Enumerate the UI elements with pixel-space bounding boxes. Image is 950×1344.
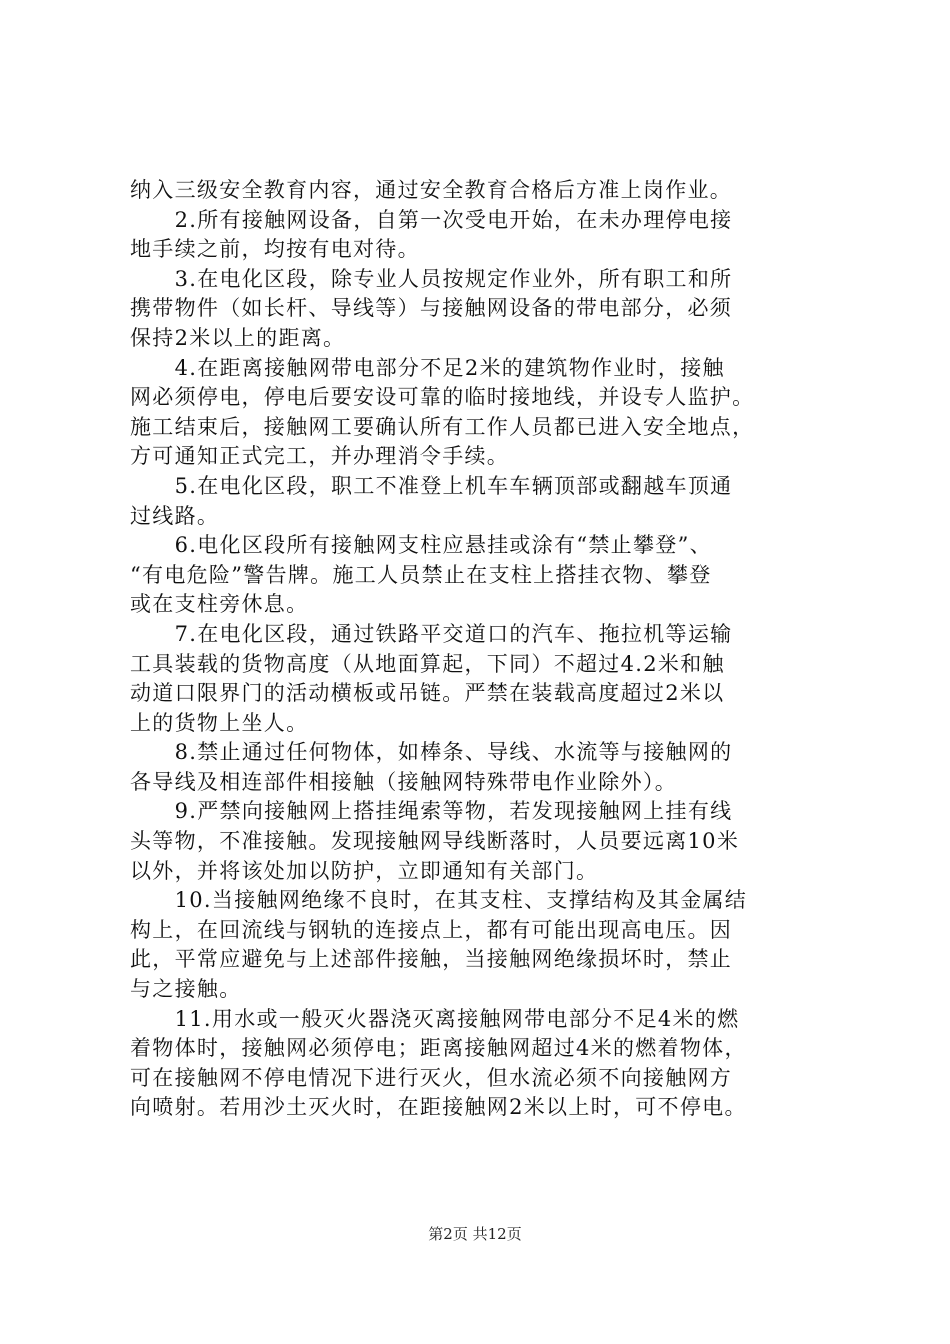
text-line: 网必须停电，停电后要安设可靠的临时接地线，并设专人监护。 [130, 385, 755, 410]
text-line: 7.在电化区段，通过铁路平交道口的汽车、拖拉机等运输 [130, 621, 733, 646]
text-line: 构上，在回流线与钢轨的连接点上，都有可能出现高电压。因 [130, 917, 733, 942]
text-line: 各导线及相连部件相接触（接触网特殊带电作业除外）。 [130, 769, 677, 794]
text-line: 3.在电化区段，除专业人员按规定作业外，所有职工和所 [130, 266, 733, 291]
text-line: 此，平常应避免与上述部件接触，当接触网绝缘损坏时，禁止 [130, 947, 733, 972]
text-line: 或在支柱旁休息。 [130, 592, 309, 617]
text-line: 11.用水或一般灭火器浇灭离接触网带电部分不足4米的燃 [130, 1006, 740, 1031]
text-line: 纳入三级安全教育内容，通过安全教育合格后方准上岗作业。 [130, 178, 733, 202]
text-line: 携带物件（如长杆、导线等）与接触网设备的带电部分，必须 [130, 296, 733, 321]
text-line: 9.严禁向接触网上搭挂绳索等物，若发现接触网上挂有线 [130, 799, 733, 824]
text-line: 施工结束后，接触网工要确认所有工作人员都已进入安全地点， [130, 414, 755, 439]
text-line: 向喷射。若用沙土灭火时，在距接触网2米以上时，可不停电。 [130, 1095, 747, 1120]
text-line: 与之接触。 [130, 977, 242, 1002]
text-line: 2.所有接触网设备，自第一次受电开始，在未办理停电接 [130, 207, 733, 232]
text-line: 上的货物上坐人。 [130, 710, 309, 735]
text-line: “有电危险”警告牌。施工人员禁止在支柱上搭挂衣物、攀登 [130, 562, 712, 587]
text-line: 动道口限界门的活动横板或吊链。严禁在装载高度超过2米以 [130, 681, 725, 706]
text-line: 10.当接触网绝缘不良时，在其支柱、支撑结构及其金属结 [130, 888, 748, 913]
text-line: 头等物，不准接触。发现接触网导线断落时，人员要远离10米 [130, 829, 740, 854]
text-line: 6.电化区段所有接触网支柱应悬挂或涂有“禁止攀登”、 [130, 533, 712, 558]
text-line: 过线路。 [130, 503, 220, 528]
text-line: 着物体时，接触网必须停电；距离接触网超过4米的燃着物体， [130, 1036, 747, 1061]
text-line: 8.禁止通过任何物体，如棒条、导线、水流等与接触网的 [130, 740, 733, 765]
text-line: 保持2米以上的距离。 [130, 325, 346, 350]
text-line: 4.在距离接触网带电部分不足2米的建筑物作业时，接触 [130, 355, 725, 380]
page-footer: 第2页 共12页 [428, 1225, 522, 1243]
text-line: 地手续之前，均按有电对待。 [130, 237, 420, 262]
document-body [130, 176, 834, 1123]
text-line: 工具装载的货物高度（从地面算起，下同）不超过4.2米和触 [130, 651, 725, 676]
text-line: 可在接触网不停电情况下进行灭火，但水流必须不向接触网方 [130, 1065, 733, 1090]
text-line: 方可通知正式完工，并办理消令手续。 [130, 444, 510, 469]
text-line: 5.在电化区段，职工不准登上机车车辆顶部或翻越车顶通 [130, 473, 733, 498]
text-line: 以外，并将该处加以防护，立即通知有关部门。 [130, 858, 599, 883]
